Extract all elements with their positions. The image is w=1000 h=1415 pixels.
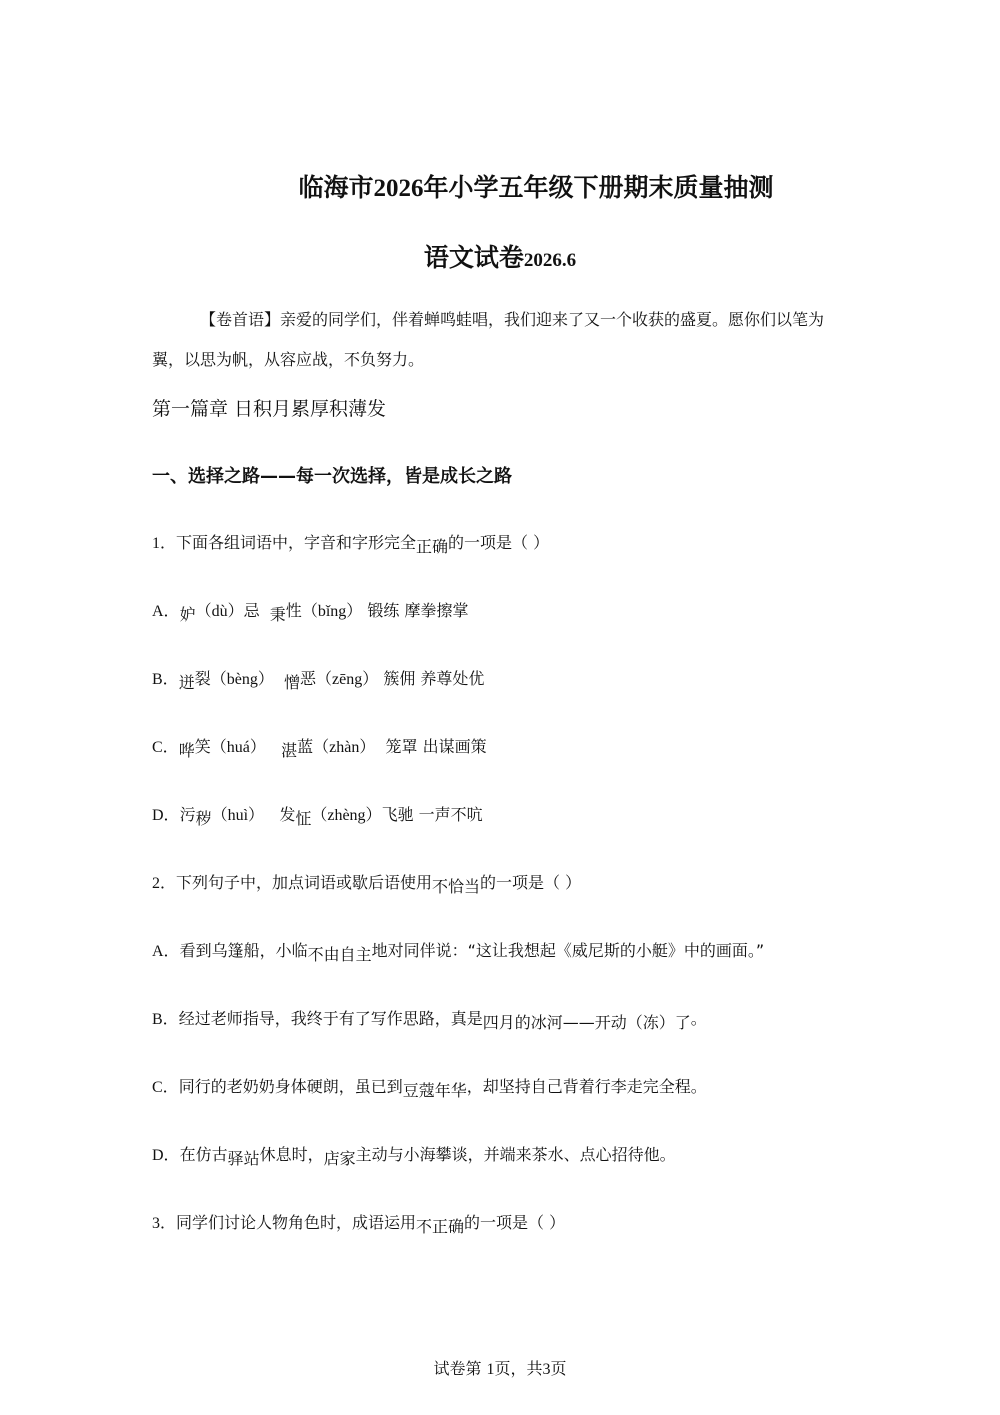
dotted-word: 豆蔻年华	[402, 1081, 467, 1100]
page-footer: 试卷第 1页，共3页	[433, 1359, 567, 1378]
question-1-option-b: B．迸裂（bèng） 憎恶（zēng） 簇佣 养尊处优	[152, 669, 485, 692]
question-2-option-b: B．经过老师指导，我终于有了写作思路，真是四月的冰河——开动（冻）了。	[152, 1009, 707, 1032]
title-year: 2026	[373, 175, 424, 202]
dotted-word: 四月的冰河——开动（冻）了	[482, 1013, 691, 1032]
preface-paragraph: 【卷首语】亲爱的同学们，伴着蝉鸣蛙唱，我们迎来了又一个收获的盛夏。愿你们以笔为翼，以思为帆，从容应战，不负努力。	[152, 310, 825, 369]
emphasis-text: 不正确	[416, 1217, 465, 1236]
question-1-stem: 1．下面各组词语中，字音和字形完全正确的一项是（ ）	[152, 533, 550, 556]
dotted-word: 不由自主	[307, 945, 372, 964]
title-city: 临海市	[298, 173, 374, 202]
total-pages-number: 3	[542, 1361, 551, 1378]
question-1-option-c: C．哗笑（huá） 湛蓝（zhàn） 笼罩 出谋画策	[152, 737, 487, 760]
exam-title	[0, 168, 1000, 204]
current-page-number: 1	[486, 1361, 495, 1378]
question-2-option-a: A．看到乌篷船，小临不由自主地对同伴说：“这让我想起《威尼斯的小艇》中的画面。”	[152, 941, 765, 964]
title-rest: 年小学五年级下册期末质量抽测	[423, 173, 774, 202]
subtitle-text: 语文试卷	[423, 243, 524, 272]
dotted-word: 店家	[323, 1149, 356, 1168]
question-1-option-d: D．污秽（huì） 发怔（zhèng）飞驰 一声不吭	[152, 805, 483, 828]
subtitle-date: 2026.6	[523, 250, 577, 271]
emphasis-text: 不恰当	[432, 877, 481, 896]
exam-subtitle	[0, 238, 1000, 274]
emphasis-text: 正确	[416, 537, 449, 556]
question-2-option-c: C．同行的老奶奶身体硬朗，虽已到豆蔻年华，却坚持自己背着行李走完全程。	[152, 1077, 707, 1100]
question-2-stem: 2．下列句子中，加点词语或歇后语使用不恰当的一项是（ ）	[152, 873, 582, 896]
question-3-stem: 3．同学们讨论人物角色时，成语运用不正确的一项是（ ）	[152, 1213, 566, 1236]
question-2-option-d: D．在仿古驿站休息时，店家主动与小海攀谈，并端来茶水、点心招待他。	[152, 1145, 676, 1168]
chapter-heading: 第一篇章 日积月累厚积薄发	[152, 398, 387, 420]
dotted-word: 驿站	[227, 1149, 260, 1168]
section-heading: 一、选择之路——每一次选择，皆是成长之路	[152, 466, 512, 487]
question-1-option-a: A．妒（dù）忌 秉性（bǐng） 锻练 摩拳擦掌	[152, 601, 469, 624]
